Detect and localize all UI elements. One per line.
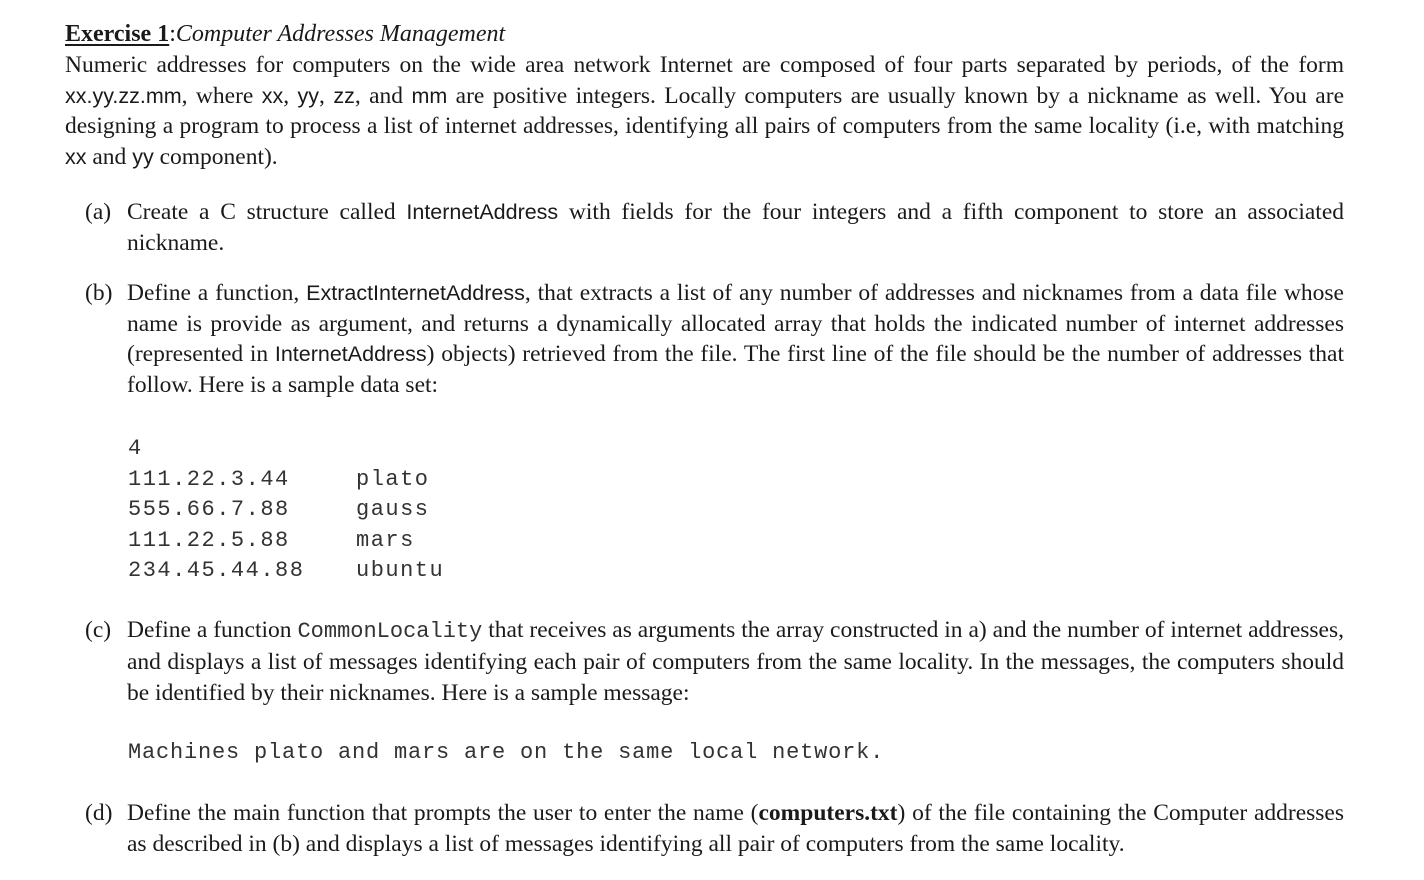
- dataset-count-row: [128, 434, 1344, 465]
- function-name: ExtractInternetAddress: [306, 281, 525, 305]
- dataset-row: [128, 465, 1344, 496]
- intro-text: , where: [181, 82, 262, 109]
- item-text: Define a function: [127, 616, 298, 643]
- dataset-nickname: plato: [356, 466, 430, 492]
- sample-dataset: [128, 434, 1344, 587]
- intro-text: are positive integers. Locally computers are usually known by a nickname as well. You are designing a program to process a list of internet addresses, identifying all pairs of computers from the same locality (i.e, with matching: [65, 82, 1344, 139]
- intro-text: , and: [354, 82, 412, 109]
- exercise-title: [65, 18, 1344, 50]
- address-form: xx.yy.zz.mm: [65, 83, 182, 108]
- dataset-row: [128, 495, 1344, 526]
- item-text: , that extracts a list of any number of addresses and nicknames from a data file whose name is provide as argument, and returns a dynamically allocated array that holds the indicated number of internet addresses (represented in: [127, 280, 1344, 367]
- dataset-address: 111.22.3.44: [128, 466, 290, 492]
- item-a: [65, 197, 1344, 258]
- intro-text: and: [86, 143, 133, 170]
- dataset-row: [128, 526, 1344, 557]
- dataset-address: 234.45.44.88: [128, 558, 305, 583]
- item-text: Create a C structure called: [127, 199, 407, 225]
- title-colon: :: [169, 21, 176, 47]
- exercise-page: [65, 18, 1344, 859]
- struct-name: InternetAddress: [274, 342, 427, 366]
- intro-text: component).: [153, 143, 278, 170]
- dataset-row: [128, 556, 1344, 587]
- component-mm: mm: [411, 83, 448, 108]
- item-text: Define the main function that prompts the user to enter the name (: [127, 800, 759, 826]
- item-text: ) of the file containing the Computer addresses as described in (b) and displays a list of messages identifying all pair of computers from the same locality.: [127, 800, 1344, 857]
- item-d: [65, 798, 1344, 859]
- dataset-nickname: gauss: [356, 497, 430, 522]
- item-label: (b): [85, 280, 113, 306]
- item-text: ) objects) retrieved from the file. The first line of the file should be the number of addresses that follow. Here is a sample data set:: [127, 341, 1344, 398]
- item-label: (a): [85, 199, 112, 225]
- component-zz: zz: [333, 83, 355, 108]
- dataset-nickname: mars: [356, 527, 415, 553]
- exercise-topic: Computer Addresses Management: [175, 21, 506, 47]
- item-text: with fields for the four integers and a fifth component to store an associated nickname.: [127, 199, 1345, 256]
- item-b: [65, 278, 1344, 400]
- item-text: Define a function,: [127, 280, 307, 306]
- component-xx: xx: [261, 83, 284, 108]
- dataset-address: 555.66.7.88: [128, 497, 290, 522]
- component-yy: yy: [132, 144, 154, 169]
- intro-text: ,: [319, 82, 334, 109]
- item-text: that receives as arguments the array constructed in a) and the number of internet addresses, and displays a list of messages identifying each pair of computers from the same locality. In the messages, the computers should be identified by their nicknames. Here is a sample message:: [127, 616, 1344, 706]
- item-label: (d): [85, 800, 113, 826]
- struct-name: InternetAddress: [406, 200, 559, 224]
- component-xx: xx: [65, 144, 87, 169]
- intro-paragraph: [65, 50, 1344, 172]
- component-yy: yy: [297, 83, 320, 108]
- intro-text: Numeric addresses for computers on the wide area network Internet are composed of four parts separated by periods, of the form: [65, 52, 1344, 78]
- item-c: [65, 615, 1344, 709]
- exercise-number: Exercise 1: [65, 21, 170, 47]
- sample-message: Machines plato and mars are on the same local network.: [128, 740, 885, 765]
- item-label: (c): [85, 616, 112, 643]
- dataset-nickname: ubuntu: [356, 558, 445, 583]
- intro-text: ,: [283, 82, 298, 109]
- dataset-count: 4: [128, 436, 143, 461]
- function-name: CommonLocality: [297, 618, 483, 644]
- file-name: computers.txt: [758, 800, 898, 826]
- dataset-address: 111.22.5.88: [128, 527, 290, 553]
